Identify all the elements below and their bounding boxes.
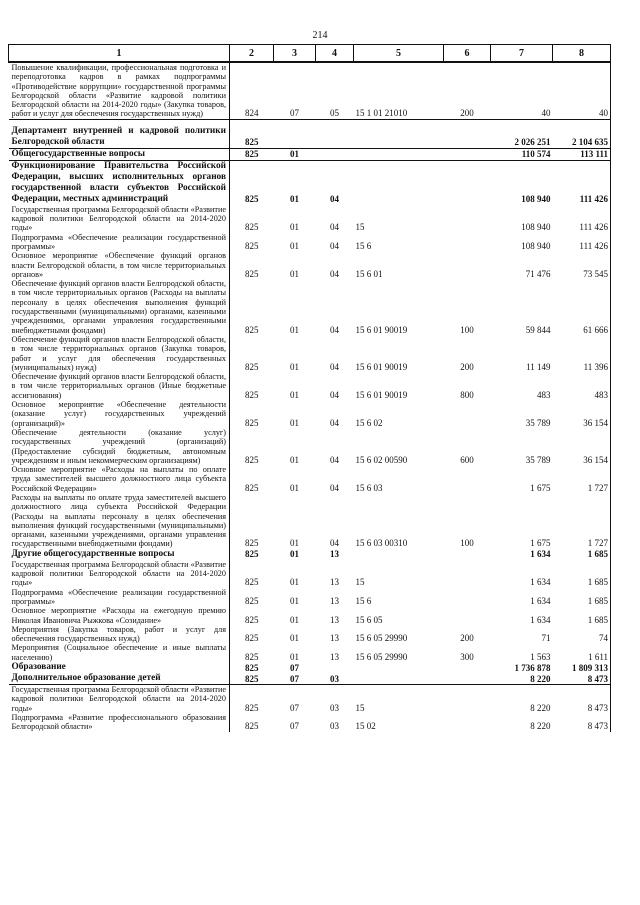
row-description: Повышение квалификации, профессиональная подготовка и переподготовка кадров в рамках подпрограммы «Противодействие коррупции» государственной программы Белгородской области «Развитие кадровой политики Белгородской области на 2014-2020 годы» (Закупка товаров, работ и услуг для обеспечения государственных нужд) xyxy=(9,62,230,119)
cell-amount-2020: 483 xyxy=(594,389,608,400)
cell-amount-2019: 11 149 xyxy=(526,361,551,372)
cell-section: 01 xyxy=(290,324,299,335)
table-row xyxy=(9,335,611,372)
cell-subsection: 04 xyxy=(330,417,339,428)
cell-grbs: 825 xyxy=(230,148,274,160)
cell-amount-2019: 108 940 xyxy=(521,240,551,251)
row-description: Основное мероприятие «Обеспечение функций органов власти Белгородской области, в том числе территориальных органов» xyxy=(9,251,230,279)
cell-target-article xyxy=(354,148,444,160)
cell-amount-2020: 61 666 xyxy=(583,324,608,335)
cell-amount-2020: 11 396 xyxy=(583,361,608,372)
cell-expense-type: 200 xyxy=(444,62,491,119)
cell-expense-type xyxy=(444,465,491,493)
cell-expense-type: 300 xyxy=(460,651,474,662)
cell-target-article: 15 6 01 90019 xyxy=(355,389,408,400)
cell-amount-2019: 35 789 xyxy=(525,454,551,465)
cell-subsection: 13 xyxy=(330,651,339,662)
cell-expense-type: 800 xyxy=(460,389,474,400)
cell-section: 01 xyxy=(274,148,316,160)
row-description: Обеспечение деятельности (оказание услуг) государственных учреждений (организаций) (Предоставление субсидий бюджетным, автономным учреждениям и иным некоммерческим организациям) xyxy=(9,428,230,465)
cell-amount-2019: 1 634 xyxy=(530,549,551,560)
cell-amount-2019: 2 026 251 xyxy=(491,119,553,148)
cell-subsection: 04 xyxy=(330,268,339,279)
column-header: 4 xyxy=(316,45,354,63)
row-description: Департамент внутренней и кадровой политики Белгородской области xyxy=(9,119,230,148)
cell-subsection: 05 xyxy=(316,62,354,119)
cell-subsection: 04 xyxy=(330,240,339,251)
cell-amount-2020: 74 xyxy=(599,633,608,644)
cell-amount-2020: 113 111 xyxy=(553,148,611,160)
cell-subsection: 03 xyxy=(330,702,339,713)
cell-amount-2019: 483 xyxy=(537,389,551,400)
cell-target-article xyxy=(354,662,444,673)
row-description: Расходы на выплаты по оплате труда заместителей высшего должностного лица субъекта Российской Федерации (Расходы на выплаты персоналу в целях обеспечения выполнения функций государственными (муниципальными) органами, казенными учреждениями, органами управления государственными внебюджетными фондами) xyxy=(9,493,230,549)
cell-expense-type xyxy=(444,560,491,588)
cell-grbs: 825 xyxy=(245,482,259,493)
cell-section: 01 xyxy=(290,595,299,606)
cell-section: 01 xyxy=(290,549,299,560)
cell-target-article: 15 6 02 xyxy=(355,417,383,428)
cell-section: 07 xyxy=(290,721,299,732)
cell-grbs: 825 xyxy=(245,633,259,644)
cell-amount-2019: 71 xyxy=(541,633,551,644)
cell-amount-2019: 8 220 xyxy=(530,702,551,713)
cell-amount-2019: 8 220 xyxy=(491,673,553,685)
cell-grbs: 825 xyxy=(245,651,259,662)
cell-target-article: 15 xyxy=(355,577,365,588)
cell-section: 01 xyxy=(290,454,299,465)
column-header: 6 xyxy=(444,45,491,63)
cell-expense-type: 200 xyxy=(460,361,474,372)
cell-section xyxy=(274,119,316,148)
cell-subsection: 04 xyxy=(330,194,339,205)
cell-section: 01 xyxy=(290,194,299,205)
table-row xyxy=(9,606,611,625)
row-description: Основное мероприятие «Расходы на выплаты по оплате труда заместителей высшего должностного лица субъекта Российской Федерации» xyxy=(9,465,230,493)
cell-amount-2020: 1 685 xyxy=(587,595,608,606)
cell-expense-type xyxy=(444,685,491,713)
column-header: 5 xyxy=(354,45,444,63)
cell-grbs: 825 xyxy=(245,417,259,428)
cell-section: 01 xyxy=(290,361,299,372)
cell-section: 01 xyxy=(290,240,299,251)
table-row xyxy=(9,625,611,644)
cell-section: 01 xyxy=(290,577,299,588)
row-description: Дополнительное образование детей xyxy=(9,673,230,685)
cell-grbs: 825 xyxy=(245,268,259,279)
cell-target-article: 15 6 01 xyxy=(355,268,383,279)
row-description: Мероприятия (Закупка товаров, работ и услуг для обеспечения государственных нужд) xyxy=(9,625,230,644)
cell-amount-2020: 111 426 xyxy=(579,222,608,233)
cell-target-article xyxy=(354,673,444,685)
cell-amount-2020: 8 473 xyxy=(587,702,608,713)
table-row xyxy=(9,713,611,732)
cell-section: 07 xyxy=(274,673,316,685)
cell-amount-2019: 8 220 xyxy=(530,721,551,732)
table-row xyxy=(9,400,611,428)
cell-section: 01 xyxy=(290,268,299,279)
table-row xyxy=(9,588,611,607)
cell-section: 01 xyxy=(290,222,299,233)
cell-amount-2019: 108 940 xyxy=(521,222,551,233)
cell-subsection: 04 xyxy=(330,222,339,233)
cell-amount-2020: 1 685 xyxy=(587,549,608,560)
cell-target-article: 15 6 03 xyxy=(355,482,383,493)
cell-grbs: 825 xyxy=(245,240,259,251)
table-row xyxy=(9,205,611,233)
cell-subsection: 03 xyxy=(316,673,354,685)
cell-section: 01 xyxy=(290,538,299,549)
cell-subsection: 13 xyxy=(330,633,339,644)
cell-amount-2020: 36 154 xyxy=(583,417,608,428)
cell-amount-2020: 1 685 xyxy=(587,614,608,625)
table-row xyxy=(9,119,611,148)
column-header-row xyxy=(9,45,611,63)
cell-amount-2019: 108 940 xyxy=(521,194,551,205)
cell-subsection: 03 xyxy=(330,721,339,732)
cell-amount-2020: 1 809 313 xyxy=(572,662,608,673)
cell-grbs: 825 xyxy=(245,538,259,549)
cell-target-article: 15 6 05 29990 xyxy=(355,651,408,662)
cell-target-article xyxy=(354,549,444,560)
cell-amount-2020: 1 685 xyxy=(587,577,608,588)
cell-amount-2020: 1 727 xyxy=(587,482,608,493)
cell-section: 07 xyxy=(290,662,299,673)
cell-amount-2020: 8 473 xyxy=(553,673,611,685)
row-description: Обеспечение функций органов власти Белгородской области, в том числе территориальных органов (Закупка товаров, работ и услуг для обеспечения государственных (муниципальных) нужд) xyxy=(9,335,230,372)
cell-grbs: 825 xyxy=(245,702,259,713)
cell-target-article: 15 6 xyxy=(355,595,372,606)
cell-amount-2019: 1 675 xyxy=(530,482,551,493)
table-row xyxy=(9,673,611,685)
cell-amount-2019: 110 574 xyxy=(491,148,553,160)
cell-amount-2020: 2 104 635 xyxy=(553,119,611,148)
cell-grbs: 825 xyxy=(245,662,259,673)
cell-target-article: 15 1 01 21010 xyxy=(354,62,444,119)
row-description: Основное мероприятие «Обеспечение деятельности (оказание услуг) государственных учреждений (организаций)» xyxy=(9,400,230,428)
cell-amount-2019: 1 634 xyxy=(530,577,551,588)
cell-amount-2019: 59 844 xyxy=(525,324,551,335)
row-description: Государственная программа Белгородской области «Развитие кадровой политики Белгородской области на 2014-2020 годы» xyxy=(9,685,230,713)
table-row xyxy=(9,643,611,662)
cell-grbs: 825 xyxy=(245,454,259,465)
cell-expense-type xyxy=(444,233,491,252)
column-header: 8 xyxy=(553,45,611,63)
cell-target-article: 15 6 05 29990 xyxy=(355,633,408,644)
row-description: Государственная программа Белгородской области «Развитие кадровой политики Белгородской области на 2014-2020 годы» xyxy=(9,205,230,233)
column-header: 2 xyxy=(230,45,274,63)
cell-target-article: 15 02 xyxy=(355,721,376,732)
cell-amount-2019: 1 675 xyxy=(530,538,551,549)
cell-target-article: 15 6 01 90019 xyxy=(355,324,408,335)
cell-expense-type xyxy=(444,588,491,607)
cell-grbs: 825 xyxy=(245,595,259,606)
table-row xyxy=(9,372,611,400)
cell-target-article: 15 6 02 00590 xyxy=(355,454,408,465)
cell-expense-type: 200 xyxy=(460,633,474,644)
cell-expense-type xyxy=(444,713,491,732)
cell-section: 01 xyxy=(290,633,299,644)
cell-grbs: 825 xyxy=(245,577,259,588)
row-description: Основное мероприятие «Расходы на ежегодную премию Николая Ивановича Рыжкова «Созидание» xyxy=(9,606,230,625)
table-row xyxy=(9,160,611,205)
cell-target-article: 15 6 05 xyxy=(355,614,383,625)
cell-expense-type: 100 xyxy=(460,324,474,335)
table-row xyxy=(9,279,611,335)
cell-amount-2020: 1 727 xyxy=(587,538,608,549)
cell-subsection: 13 xyxy=(330,549,339,560)
table-row xyxy=(9,493,611,549)
cell-section: 01 xyxy=(290,417,299,428)
cell-grbs: 825 xyxy=(230,119,274,148)
cell-expense-type xyxy=(444,251,491,279)
cell-amount-2020: 36 154 xyxy=(583,454,608,465)
table-row xyxy=(9,465,611,493)
row-description: Другие общегосударственные вопросы xyxy=(9,549,230,560)
cell-subsection: 13 xyxy=(330,577,339,588)
cell-amount-2019: 1 634 xyxy=(530,614,551,625)
row-description: Функционирование Правительства Российской Федерации, высших исполнительных органов государственной власти субъектов Российской Федерации, местных администраций xyxy=(9,160,230,205)
cell-subsection: 04 xyxy=(330,361,339,372)
cell-subsection: 13 xyxy=(330,614,339,625)
cell-expense-type xyxy=(444,400,491,428)
cell-expense-type xyxy=(444,160,491,205)
row-description: Подпрограмма «Обеспечение реализации государственной программы» xyxy=(9,588,230,607)
cell-expense-type xyxy=(444,662,491,673)
cell-amount-2019: 40 xyxy=(491,62,553,119)
cell-section: 01 xyxy=(290,389,299,400)
cell-grbs: 825 xyxy=(245,194,259,205)
cell-subsection xyxy=(316,119,354,148)
table-row xyxy=(9,428,611,465)
row-description: Государственная программа Белгородской области «Развитие кадровой политики Белгородской области на 2014-2020 годы» xyxy=(9,560,230,588)
cell-section: 01 xyxy=(290,651,299,662)
page-number: 214 xyxy=(312,30,328,41)
cell-target-article: 15 xyxy=(355,222,365,233)
cell-target-article: 15 6 01 90019 xyxy=(355,361,408,372)
cell-section: 01 xyxy=(290,614,299,625)
table-row xyxy=(9,251,611,279)
cell-amount-2020: 111 426 xyxy=(579,240,608,251)
cell-grbs: 824 xyxy=(230,62,274,119)
cell-amount-2020: 111 426 xyxy=(579,194,608,205)
row-description: Подпрограмма «Развитие профессионального образования Белгородской области» xyxy=(9,713,230,732)
table-row xyxy=(9,685,611,713)
budget-table xyxy=(8,44,611,732)
table-row xyxy=(9,549,611,560)
cell-subsection: 13 xyxy=(330,595,339,606)
cell-amount-2019: 35 789 xyxy=(525,417,551,428)
cell-expense-type: 600 xyxy=(460,454,474,465)
cell-amount-2019: 71 476 xyxy=(525,268,551,279)
cell-expense-type xyxy=(444,549,491,560)
cell-target-article xyxy=(354,160,444,205)
cell-subsection: 04 xyxy=(330,538,339,549)
cell-amount-2020: 73 545 xyxy=(583,268,608,279)
table-row xyxy=(9,233,611,252)
cell-amount-2020: 40 xyxy=(553,62,611,119)
cell-amount-2019: 1 563 xyxy=(530,651,551,662)
cell-subsection: 04 xyxy=(330,482,339,493)
cell-subsection: 04 xyxy=(330,454,339,465)
row-description: Образование xyxy=(9,662,230,673)
cell-amount-2019: 1 634 xyxy=(530,595,551,606)
cell-subsection xyxy=(316,148,354,160)
cell-grbs: 825 xyxy=(230,673,274,685)
cell-grbs: 825 xyxy=(245,324,259,335)
cell-expense-type xyxy=(444,148,491,160)
column-header: 1 xyxy=(9,45,230,63)
cell-grbs: 825 xyxy=(245,361,259,372)
cell-subsection xyxy=(316,662,354,673)
table-row xyxy=(9,148,611,160)
cell-target-article: 15 6 03 00310 xyxy=(355,538,408,549)
table-row xyxy=(9,560,611,588)
cell-target-article xyxy=(354,119,444,148)
cell-expense-type xyxy=(444,119,491,148)
row-description: Общегосударственные вопросы xyxy=(9,148,230,160)
cell-grbs: 825 xyxy=(245,389,259,400)
cell-section: 07 xyxy=(290,702,299,713)
column-header: 3 xyxy=(274,45,316,63)
cell-section: 07 xyxy=(274,62,316,119)
cell-expense-type xyxy=(444,673,491,685)
table-row xyxy=(9,62,611,119)
cell-subsection: 04 xyxy=(330,324,339,335)
cell-grbs: 825 xyxy=(245,614,259,625)
cell-subsection: 04 xyxy=(330,389,339,400)
row-description: Подпрограмма «Обеспечение реализации государственной программы» xyxy=(9,233,230,252)
cell-expense-type xyxy=(444,205,491,233)
cell-grbs: 825 xyxy=(245,222,259,233)
cell-amount-2020: 8 473 xyxy=(587,721,608,732)
cell-section: 01 xyxy=(290,482,299,493)
cell-grbs: 825 xyxy=(245,549,259,560)
cell-amount-2019: 1 736 878 xyxy=(514,662,551,673)
column-header: 7 xyxy=(491,45,553,63)
cell-expense-type xyxy=(444,606,491,625)
row-description: Обеспечение функций органов власти Белгородской области, в том числе территориальных органов (Иные бюджетные ассигнования) xyxy=(9,372,230,400)
cell-grbs: 825 xyxy=(245,721,259,732)
cell-expense-type: 100 xyxy=(460,538,474,549)
table-row xyxy=(9,662,611,673)
row-description: Мероприятия (Социальное обеспечение и иные выплаты населению) xyxy=(9,643,230,662)
cell-amount-2020: 1 611 xyxy=(588,651,608,662)
cell-target-article: 15 6 xyxy=(355,240,372,251)
cell-target-article: 15 xyxy=(355,702,365,713)
row-description: Обеспечение функций органов власти Белгородской области, в том числе территориальных органов (Расходы на выплаты персоналу в целях обеспечения выполнения функций государственными (муниципальными) органами, казенными учреждениями, органами управления государственными внебюджетными фондами) xyxy=(9,279,230,335)
